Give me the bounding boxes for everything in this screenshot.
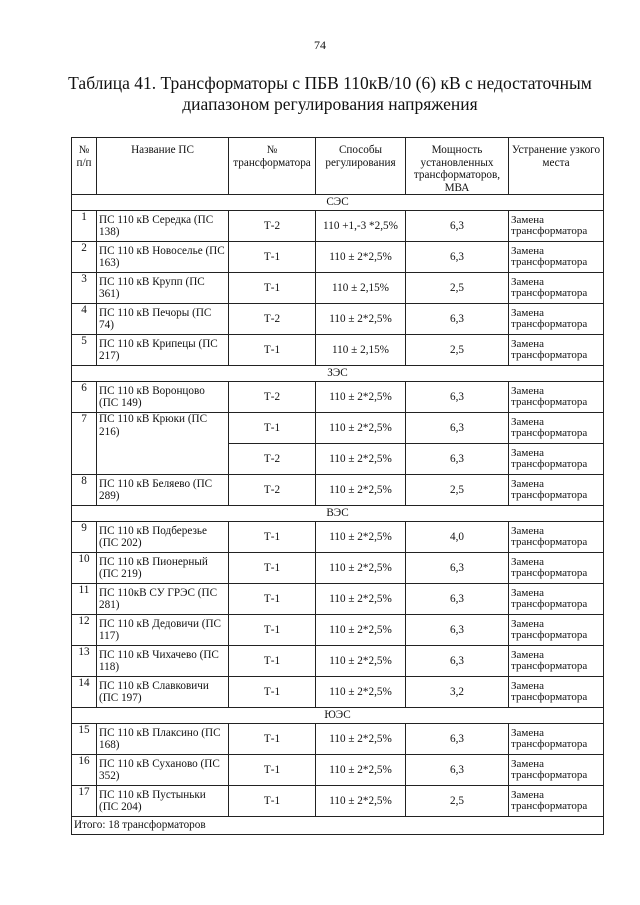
substation-name: ПС 110 кВ Пустыньки (ПС 204): [97, 786, 229, 817]
total-row: [72, 817, 604, 835]
total-cell: Итого: 18 трансформаторов: [72, 817, 604, 835]
installed-capacity: 6,3: [406, 242, 509, 273]
table-row: [72, 335, 604, 366]
regulation-method: 110 ± 2*2,5%: [316, 304, 406, 335]
header-fix: Устранение узкого места: [509, 138, 604, 195]
bottleneck-fix: Замена трансформатора: [509, 304, 604, 335]
regulation-method: 110 ± 2*2,5%: [316, 615, 406, 646]
substation-name: ПС 110 кВ Середка (ПС 138): [97, 211, 229, 242]
bottleneck-fix: Замена трансформатора: [509, 677, 604, 708]
substation-name: ПС 110 кВ Славковичи (ПС 197): [97, 677, 229, 708]
row-number: 2: [72, 242, 97, 273]
installed-capacity: 6,3: [406, 615, 509, 646]
transformer-number: Т-2: [229, 304, 316, 335]
bottleneck-fix: Замена трансформатора: [509, 724, 604, 755]
table-row: [72, 755, 604, 786]
transformer-number: Т-1: [229, 786, 316, 817]
bottleneck-fix: Замена трансформатора: [509, 444, 604, 475]
bottleneck-fix: Замена трансформатора: [509, 413, 604, 444]
installed-capacity: 6,3: [406, 724, 509, 755]
row-number: 3: [72, 273, 97, 304]
installed-capacity: 3,2: [406, 677, 509, 708]
region-label: ВЭС: [72, 506, 604, 522]
header-num: № п/п: [72, 138, 97, 195]
row-number: 14: [72, 677, 97, 708]
regulation-method: 110 ± 2*2,5%: [316, 382, 406, 413]
bottleneck-fix: Замена трансформатора: [509, 211, 604, 242]
header-transformer: № трансформатора: [229, 138, 316, 195]
row-number: 5: [72, 335, 97, 366]
regulation-method: 110 ± 2,15%: [316, 273, 406, 304]
transformer-number: Т-1: [229, 755, 316, 786]
header-capacity: Мощность установленных трансформаторов, МВА: [406, 138, 509, 195]
regulation-method: 110 ± 2,15%: [316, 335, 406, 366]
regulation-method: 110 ± 2*2,5%: [316, 242, 406, 273]
region-label: ЮЭС: [72, 708, 604, 724]
row-number: 16: [72, 755, 97, 786]
transformer-number: Т-2: [229, 444, 316, 475]
regulation-method: 110 ± 2*2,5%: [316, 444, 406, 475]
header-regulation: Способы регулирования: [316, 138, 406, 195]
row-number: 8: [72, 475, 97, 506]
substation-name: ПС 110кВ СУ ГРЭС (ПС 281): [97, 584, 229, 615]
table-row: [72, 786, 604, 817]
regulation-method: 110 ± 2*2,5%: [316, 755, 406, 786]
page-number: 74: [314, 38, 326, 52]
table-caption: [60, 73, 600, 115]
table-row: [72, 382, 604, 413]
header-name: Название ПС: [97, 138, 229, 195]
regulation-method: 110 ± 2*2,5%: [316, 413, 406, 444]
transformer-number: Т-1: [229, 413, 316, 444]
substation-name: ПС 110 кВ Подберезье (ПС 202): [97, 522, 229, 553]
row-number: 11: [72, 584, 97, 615]
caption-line-2: диапазоном регулирования напряжения: [182, 94, 478, 114]
table-row: [72, 553, 604, 584]
installed-capacity: 6,3: [406, 584, 509, 615]
bottleneck-fix: Замена трансформатора: [509, 335, 604, 366]
bottleneck-fix: Замена трансформатора: [509, 273, 604, 304]
substation-name: ПС 110 кВ Крюки (ПС 216): [97, 413, 229, 475]
transformer-number: Т-1: [229, 615, 316, 646]
row-number: 9: [72, 522, 97, 553]
table-row: [72, 522, 604, 553]
region-row: [72, 506, 604, 522]
substation-name: ПС 110 кВ Дедовичи (ПС 117): [97, 615, 229, 646]
transformers-table: [71, 137, 604, 835]
substation-name: ПС 110 кВ Воронцово (ПС 149): [97, 382, 229, 413]
table-row: [72, 273, 604, 304]
substation-name: ПС 110 кВ Крипецы (ПС 217): [97, 335, 229, 366]
bottleneck-fix: Замена трансформатора: [509, 522, 604, 553]
transformer-number: Т-1: [229, 646, 316, 677]
substation-name: ПС 110 кВ Суханово (ПС 352): [97, 755, 229, 786]
bottleneck-fix: Замена трансформатора: [509, 553, 604, 584]
installed-capacity: 2,5: [406, 475, 509, 506]
row-number: 7: [72, 413, 97, 475]
table-row: [72, 724, 604, 755]
region-row: [72, 366, 604, 382]
installed-capacity: 6,3: [406, 211, 509, 242]
table-row: [72, 304, 604, 335]
installed-capacity: 6,3: [406, 304, 509, 335]
installed-capacity: 6,3: [406, 413, 509, 444]
transformer-number: Т-1: [229, 724, 316, 755]
substation-name: ПС 110 кВ Плаксино (ПС 168): [97, 724, 229, 755]
transformer-number: Т-2: [229, 382, 316, 413]
substation-name: ПС 110 кВ Пионерный (ПС 219): [97, 553, 229, 584]
installed-capacity: 6,3: [406, 646, 509, 677]
substation-name: ПС 110 кВ Новоселье (ПС 163): [97, 242, 229, 273]
installed-capacity: 2,5: [406, 786, 509, 817]
regulation-method: 110 ± 2*2,5%: [316, 522, 406, 553]
regulation-method: 110 ± 2*2,5%: [316, 786, 406, 817]
installed-capacity: 6,3: [406, 553, 509, 584]
transformer-number: Т-1: [229, 273, 316, 304]
regulation-method: 110 +1,-3 *2,5%: [316, 211, 406, 242]
table-row: [72, 615, 604, 646]
regulation-method: 110 ± 2*2,5%: [316, 724, 406, 755]
installed-capacity: 6,3: [406, 382, 509, 413]
region-label: СЭС: [72, 195, 604, 211]
transformer-number: Т-1: [229, 584, 316, 615]
bottleneck-fix: Замена трансформатора: [509, 242, 604, 273]
bottleneck-fix: Замена трансформатора: [509, 646, 604, 677]
transformer-number: Т-1: [229, 553, 316, 584]
installed-capacity: 2,5: [406, 335, 509, 366]
table-row: [72, 413, 604, 444]
regulation-method: 110 ± 2*2,5%: [316, 475, 406, 506]
region-row: [72, 708, 604, 724]
table-row: [72, 584, 604, 615]
transformer-number: Т-1: [229, 677, 316, 708]
bottleneck-fix: Замена трансформатора: [509, 755, 604, 786]
table-body: [72, 195, 604, 817]
installed-capacity: 2,5: [406, 273, 509, 304]
transformer-number: Т-1: [229, 335, 316, 366]
bottleneck-fix: Замена трансформатора: [509, 382, 604, 413]
row-number: 1: [72, 211, 97, 242]
row-number: 15: [72, 724, 97, 755]
substation-name: ПС 110 кВ Беляево (ПС 289): [97, 475, 229, 506]
table-row: [72, 677, 604, 708]
transformer-number: Т-1: [229, 242, 316, 273]
table-row: [72, 242, 604, 273]
regulation-method: 110 ± 2*2,5%: [316, 677, 406, 708]
transformer-number: Т-2: [229, 475, 316, 506]
row-number: 13: [72, 646, 97, 677]
table-row: [72, 211, 604, 242]
bottleneck-fix: Замена трансформатора: [509, 584, 604, 615]
header-row: [72, 138, 604, 195]
bottleneck-fix: Замена трансформатора: [509, 475, 604, 506]
table-row: [72, 475, 604, 506]
regulation-method: 110 ± 2*2,5%: [316, 646, 406, 677]
installed-capacity: 6,3: [406, 755, 509, 786]
row-number: 4: [72, 304, 97, 335]
transformer-number: Т-2: [229, 211, 316, 242]
substation-name: ПС 110 кВ Крупп (ПС 361): [97, 273, 229, 304]
regulation-method: 110 ± 2*2,5%: [316, 584, 406, 615]
installed-capacity: 6,3: [406, 444, 509, 475]
region-label: ЗЭС: [72, 366, 604, 382]
installed-capacity: 4,0: [406, 522, 509, 553]
table-row: [72, 646, 604, 677]
bottleneck-fix: Замена трансформатора: [509, 786, 604, 817]
row-number: 17: [72, 786, 97, 817]
substation-name: ПС 110 кВ Печоры (ПС 74): [97, 304, 229, 335]
substation-name: ПС 110 кВ Чихачево (ПС 118): [97, 646, 229, 677]
region-row: [72, 195, 604, 211]
caption-line-1: Таблица 41. Трансформаторы с ПБВ 110кВ/10 (6) кВ с недостаточным: [68, 73, 592, 93]
row-number: 12: [72, 615, 97, 646]
row-number: 6: [72, 382, 97, 413]
regulation-method: 110 ± 2*2,5%: [316, 553, 406, 584]
row-number: 10: [72, 553, 97, 584]
bottleneck-fix: Замена трансформатора: [509, 615, 604, 646]
transformer-number: Т-1: [229, 522, 316, 553]
